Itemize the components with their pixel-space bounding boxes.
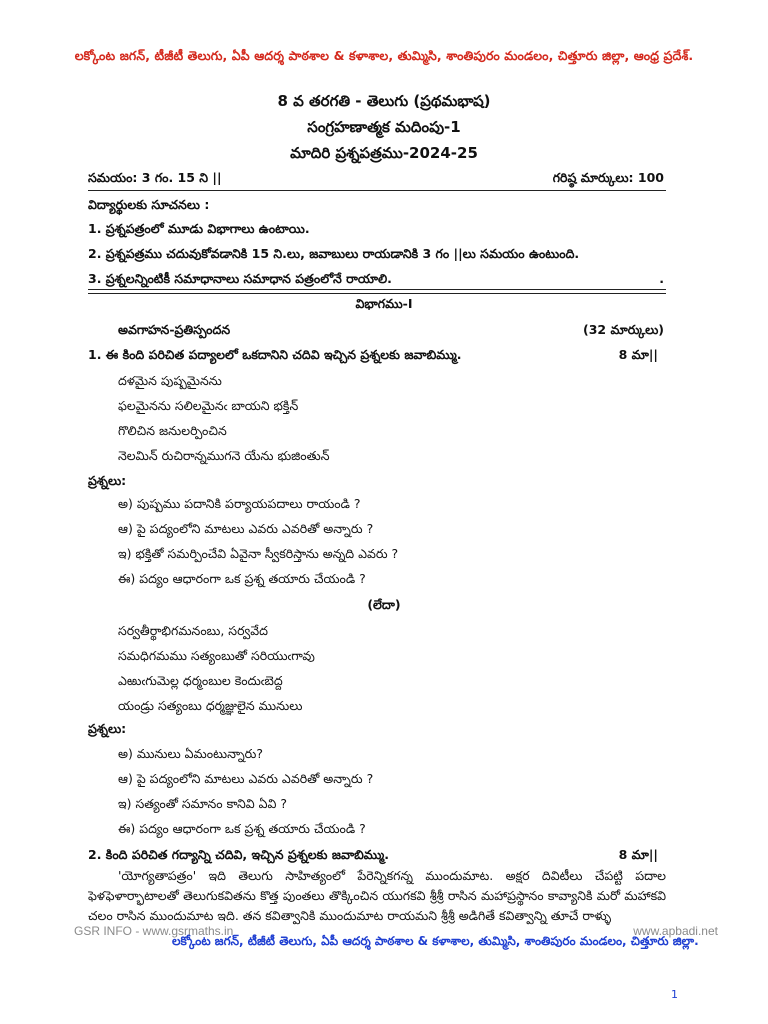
instruction-3-text: 3. ప్రశ్నలన్నింటికీ సమాధానాలు సమాధాన పత్రంలోనే రాయాలి.: [88, 271, 392, 286]
top-credit-line: లక్కోంట జగన్, టీజీటీ తెలుగు, ఏపీ ఆదర్శ పాఠశాల & కళాశాల, తుమ్మిసి, శాంతిపురం మండలం, చిత్తూరు జిల్లా, ఆంధ్ర ప్రదేశ్.: [74, 48, 694, 63]
q1-text: 1. ఈ కింది పరిచిత పద్యాలలో ఒకదానిని చదివి ఇచ్చిన ప్రశ్నలకు జవాబిమ్ము.: [88, 347, 462, 362]
section-subhead-row: [118, 322, 664, 341]
poem-a-line-4: నెలమిన్ రుచిరాన్నముగనె యేను భుజింతున్: [118, 448, 330, 463]
time-marks-row: [88, 170, 664, 189]
question-b-2: ఆ) పై పద్యంలోని మాటలు ఎవరు ఎవరితో అన్నారు ?: [118, 771, 374, 786]
questions-label-a: ప్రశ్నలు:: [88, 473, 127, 488]
question-a-3: ఇ) భక్తితో సమర్పించేవి ఏవైనా స్వీకరిస్తాను అన్నది ఎవరు ?: [118, 546, 399, 561]
poem-b-line-3: ఎఱుఁగుమెల్ల ధర్మంబుల కెందుఁబెద్ద: [118, 673, 283, 688]
divider-double: [88, 289, 666, 294]
q2-paragraph: 'యోగ్యతాపత్రం' ఇది తెలుగు సాహిత్యంలో పేరెన్నికగన్న ముందుమాట. అక్షర దివిటీలు చేపట్టి పదాల ఫెళఫెళార్భాటాలతో తెలుగుకవితను కొత్త పుంతలు తొక్కించిన యుగకవి శ్రీశ్రీ రాసిన మహాప్రస్థానం కావ్యానికి మరో మహాకవి చలం రాసిన ముందుమాట ఇది. తన కవిత్వానికి ముందుమాట రాయమని శ్రీశ్రీ అడిగితే కవిత్వాన్ని తూచే రాళ్ళు: [88, 868, 666, 923]
class-line: 8 వ తరగతి - తెలుగు (ప్రథమభాష): [277, 92, 491, 110]
page-number: 1: [671, 988, 678, 1001]
poem-b-line-2: సమధిగమము సత్యంబుతో సరియుఁగావు: [118, 648, 315, 663]
poem-a-line-3: గొలిచిన జనులర్పించిన: [118, 423, 227, 438]
divider-top: [88, 190, 666, 191]
q2-text: 2. కింది పరిచిత గద్యాన్ని చదివి, ఇచ్చిన ప్రశ్నలకు జవాబిమ్ము.: [88, 847, 389, 862]
trailing-dot: .: [659, 271, 664, 286]
instruction-2: 2. ప్రశ్నపత్రము చదువుకోవడానికి 15 ని.లు, జవాబులు రాయడానికి 3 గం ||లు సమయం ఉంటుంది.: [88, 246, 580, 261]
instructions-heading: విద్యార్థులకు సూచనలు :: [88, 197, 210, 212]
footer-credit-line: లక్కోంట జగన్, టీజీటీ తెలుగు, ఏపీ ఆదర్శ పాఠశాల & కళాశాల, తుమ్మిసి, శాంతిపురం మండలం, చిత్తూరు జిల్లా.: [172, 934, 699, 948]
question-a-2: ఆ) పై పద్యంలోని మాటలు ఎవరు ఎవరితో అన్నారు ?: [118, 521, 374, 536]
section-subhead: అవగాహన-ప్రతిస్పందన: [118, 322, 231, 337]
instruction-1: 1. ప్రశ్నపత్రంలో మూడు విభాగాలు ఉంటాయి.: [88, 221, 310, 236]
poem-a-line-2: ఫలమైనను సలిలమైనఁ బాయని భక్తిన్: [118, 398, 299, 413]
q2-row: [88, 847, 658, 866]
max-marks: గరిష్ఠ మార్కులు: 100: [552, 170, 664, 185]
question-b-4: ఈ) పద్యం ఆధారంగా ఒక ప్రశ్న తయారు చేయండి ?: [118, 821, 366, 836]
poem-b-line-1: సర్వతీర్థాభిగమనంబు, సర్వవేద: [118, 623, 268, 638]
q1-row: [88, 347, 658, 366]
or-label: (లేదా): [367, 597, 401, 612]
poem-a-line-1: దళమైన పుష్పమైనను: [118, 373, 222, 388]
question-a-4: ఈ) పద్యం ఆధారంగా ఒక ప్రశ్న తయారు చేయండి ?: [118, 571, 366, 586]
questions-label-b: ప్రశ్నలు:: [88, 721, 127, 736]
exam-name: సంగ్రహణాత్మక మదింపు-1: [307, 118, 461, 136]
paper-title: మాదిరి ప్రశ్నపత్రము-2024-25: [290, 144, 478, 162]
footer-left-site[interactable]: GSR INFO - www.gsrmaths.in: [74, 924, 234, 938]
footer-right-site[interactable]: www.apbadi.net: [633, 924, 718, 938]
question-b-1: అ) మునులు ఏమంటున్నారు?: [118, 746, 264, 761]
instruction-3: [88, 271, 664, 290]
q1-marks: 8 మా||: [618, 347, 658, 362]
question-a-1: అ) పుష్పము పదానికి పర్యాయపదాలు రాయండి ?: [118, 496, 361, 511]
poem-b-line-4: యండ్రు సత్యంబు ధర్మజ్ఞులైన మునులు: [118, 698, 303, 713]
exam-time: సమయం: 3 గం. 15 ని ||: [88, 170, 222, 185]
section-title: విభాగము-I: [355, 296, 413, 311]
section-marks: (32 మార్కులు): [583, 322, 664, 337]
q2-marks: 8 మా||: [618, 847, 658, 862]
question-b-3: ఇ) సత్యంతో సమానం కానివి ఏవి ?: [118, 796, 288, 811]
